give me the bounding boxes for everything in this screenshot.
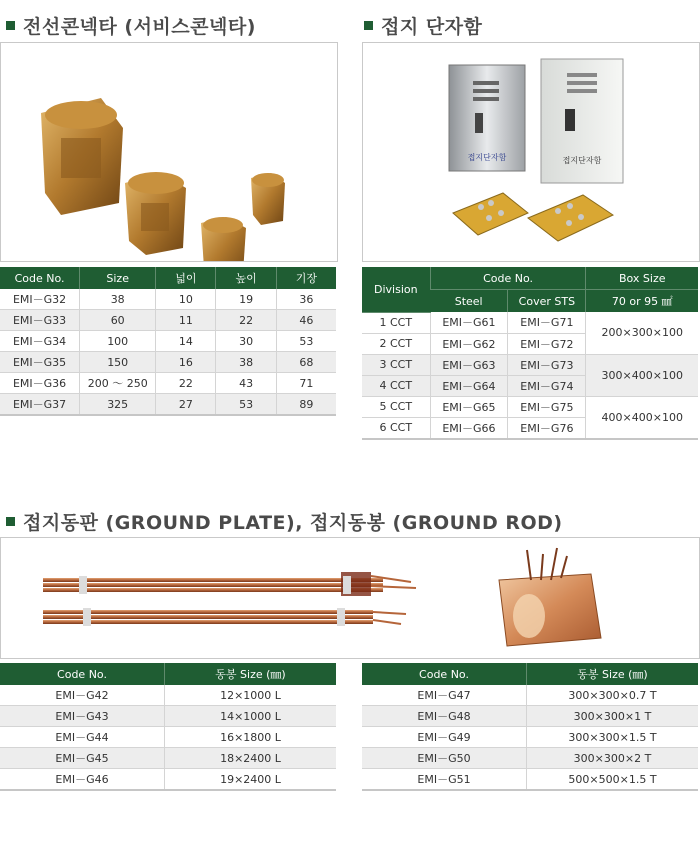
- table-row: [0, 748, 336, 769]
- cell: 19: [216, 289, 276, 310]
- col-box-size: Box Size: [586, 267, 698, 290]
- cell: EMI－G42: [0, 685, 165, 706]
- bullet-square-icon: [6, 517, 15, 526]
- terminal-section-title: [364, 12, 482, 39]
- steel-box-icon: [449, 65, 525, 171]
- ground-rod-table: [0, 663, 336, 791]
- connector-large-icon: [41, 98, 123, 215]
- table-row: [362, 706, 698, 727]
- table-row: [0, 352, 336, 373]
- cell: 89: [276, 394, 336, 416]
- table-row: [0, 769, 336, 791]
- table-row: [362, 312, 698, 333]
- cell: EMI－G34: [0, 331, 80, 352]
- col-length: 기장: [276, 267, 336, 289]
- table-row: [0, 727, 336, 748]
- col-code-group: Code No.: [430, 267, 586, 290]
- cell: 325: [80, 394, 156, 416]
- col-unit: 70 or 95 ㎟: [586, 290, 698, 313]
- col-code: Code No.: [0, 267, 80, 289]
- table-row: [0, 706, 336, 727]
- cell: EMI－G36: [0, 373, 80, 394]
- cell: EMI－G63: [430, 354, 508, 375]
- cell: 53: [276, 331, 336, 352]
- connector-section-title: [6, 12, 256, 39]
- copper-rods-bottom-icon: [43, 608, 406, 626]
- table-row: [0, 310, 336, 331]
- cell: 19×2400 L: [165, 769, 337, 791]
- cell: 1 CCT: [362, 312, 430, 333]
- cell: EMI－G61: [430, 312, 508, 333]
- table-row: [362, 396, 698, 417]
- cell: 300×300×2 T: [527, 748, 699, 769]
- col-size: Size: [80, 267, 156, 289]
- cell: EMI－G48: [362, 706, 527, 727]
- cell: 38: [216, 352, 276, 373]
- cell: 60: [80, 310, 156, 331]
- connector-tiny-icon: [251, 173, 285, 225]
- table-row: [362, 748, 698, 769]
- cell: 300×300×1.5 T: [527, 727, 699, 748]
- cell: EMI－G65: [430, 396, 508, 417]
- col-cover: Cover STS: [508, 290, 586, 313]
- table-row: [0, 331, 336, 352]
- ground-plate-table: [362, 663, 698, 791]
- table-row: [362, 354, 698, 375]
- cell: EMI－G46: [0, 769, 165, 791]
- cell: EMI－G44: [0, 727, 165, 748]
- cell: EMI－G71: [508, 312, 586, 333]
- cell: 5 CCT: [362, 396, 430, 417]
- terminal-box-photo: [362, 42, 700, 262]
- cell: 43: [216, 373, 276, 394]
- table-row: [362, 769, 698, 791]
- cell: 68: [276, 352, 336, 373]
- cell: 16: [156, 352, 216, 373]
- cell: 100: [80, 331, 156, 352]
- cell: 53: [216, 394, 276, 416]
- cell: 14×1000 L: [165, 706, 337, 727]
- cell: 30: [216, 331, 276, 352]
- ground-rod-plate-image: [1, 538, 699, 658]
- cell: 150: [80, 352, 156, 373]
- cell: 200 ～ 250: [80, 373, 156, 394]
- connector-photo: [0, 42, 338, 262]
- cell: 16×1800 L: [165, 727, 337, 748]
- terminal-bar-left-icon: [453, 193, 528, 235]
- ground-section-title: [6, 508, 563, 535]
- cell: EMI－G74: [508, 375, 586, 396]
- cell: EMI－G47: [362, 685, 527, 706]
- cell: 300×300×0.7 T: [527, 685, 699, 706]
- cell: 3 CCT: [362, 354, 430, 375]
- cell: EMI－G32: [0, 289, 80, 310]
- cell: EMI－G33: [0, 310, 80, 331]
- terminal-spec-table: [362, 267, 698, 440]
- cell: EMI－G51: [362, 769, 527, 791]
- cell: 71: [276, 373, 336, 394]
- cell: 14: [156, 331, 216, 352]
- col-division: Division: [362, 267, 430, 312]
- cell: EMI－G76: [508, 417, 586, 439]
- connector-small-icon: [201, 217, 246, 261]
- cell: EMI－G72: [508, 333, 586, 354]
- cell: 500×500×1.5 T: [527, 769, 699, 791]
- table-row: [0, 685, 336, 706]
- copper-rods-top-icon: [43, 572, 416, 596]
- cell: 11: [156, 310, 216, 331]
- col-height: 높이: [216, 267, 276, 289]
- cell: 12×1000 L: [165, 685, 337, 706]
- bullet-square-icon: [6, 21, 15, 30]
- col-rod-size: 동봉 Size (㎜): [165, 663, 337, 685]
- box-size-cell: 300×400×100: [586, 354, 698, 396]
- cover-box-icon: [541, 59, 623, 183]
- cell: EMI－G62: [430, 333, 508, 354]
- connector-title-text: 전선콘넥타 (서비스콘넥타): [23, 16, 256, 38]
- table-row: [362, 727, 698, 748]
- cell: 27: [156, 394, 216, 416]
- copper-plate-icon: [499, 548, 601, 646]
- terminal-bar-right-icon: [528, 195, 613, 241]
- steel-box-label: 접지단자함: [467, 153, 507, 162]
- cell: EMI－G50: [362, 748, 527, 769]
- cell: EMI－G64: [430, 375, 508, 396]
- bronze-connectors-image: [1, 43, 337, 261]
- cell: 22: [216, 310, 276, 331]
- cell: 4 CCT: [362, 375, 430, 396]
- terminal-boxes-image: [363, 43, 699, 261]
- cell: EMI－G73: [508, 354, 586, 375]
- table-row: [0, 373, 336, 394]
- cell: 18×2400 L: [165, 748, 337, 769]
- box-size-cell: 200×300×100: [586, 312, 698, 354]
- bullet-square-icon: [364, 21, 373, 30]
- cell: EMI－G45: [0, 748, 165, 769]
- cell: 46: [276, 310, 336, 331]
- connector-spec-table: [0, 267, 336, 416]
- cell: EMI－G43: [0, 706, 165, 727]
- cell: 2 CCT: [362, 333, 430, 354]
- table-row: [0, 394, 336, 416]
- col-code: Code No.: [362, 663, 527, 685]
- cell: EMI－G37: [0, 394, 80, 416]
- cell: 22: [156, 373, 216, 394]
- col-steel: Steel: [430, 290, 508, 313]
- cover-box-label: 접지단자함: [562, 156, 602, 165]
- cell: 6 CCT: [362, 417, 430, 439]
- cell: 10: [156, 289, 216, 310]
- col-width: 넓이: [156, 267, 216, 289]
- cell: 36: [276, 289, 336, 310]
- cell: EMI－G66: [430, 417, 508, 439]
- terminal-title-text: 접지 단자함: [381, 16, 483, 38]
- box-size-cell: 400×400×100: [586, 396, 698, 439]
- col-plate-size: 동봉 Size (㎜): [527, 663, 699, 685]
- col-code: Code No.: [0, 663, 165, 685]
- ground-photo: [0, 537, 700, 659]
- ground-title-text: 접지동판 (GROUND PLATE), 접지동봉 (GROUND ROD): [23, 512, 563, 534]
- cell: EMI－G35: [0, 352, 80, 373]
- cell: EMI－G49: [362, 727, 527, 748]
- connector-medium-icon: [125, 172, 186, 255]
- cell: EMI－G75: [508, 396, 586, 417]
- table-row: [0, 289, 336, 310]
- table-row: [362, 685, 698, 706]
- cell: 38: [80, 289, 156, 310]
- cell: 300×300×1 T: [527, 706, 699, 727]
